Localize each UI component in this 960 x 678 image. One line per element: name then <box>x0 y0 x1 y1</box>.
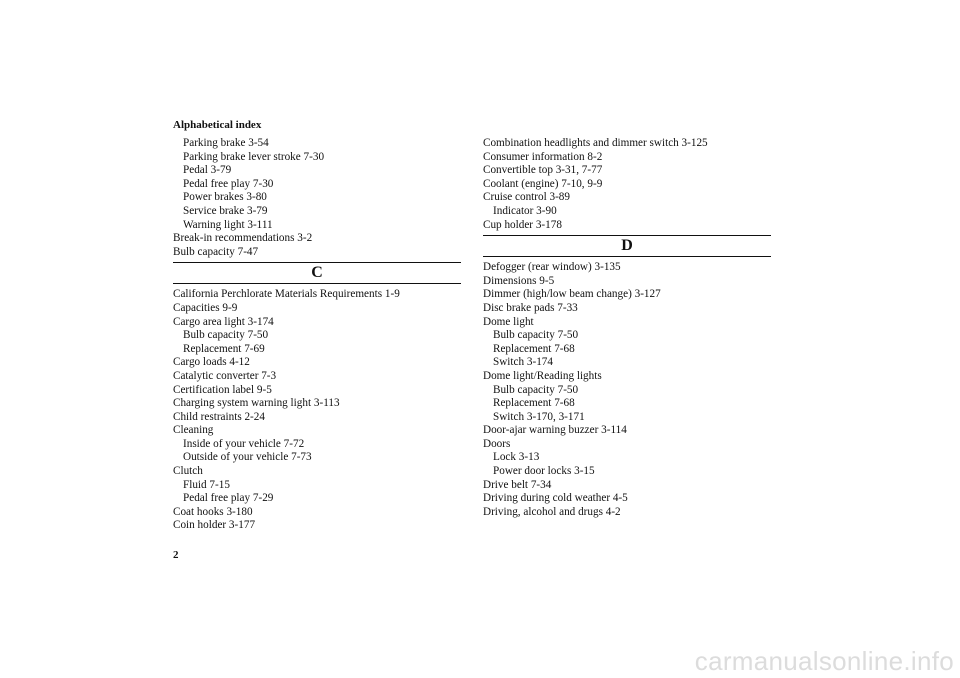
index-subentry: Parking brake 3-54 <box>183 137 269 149</box>
index-subentry: Replacement 7-68 <box>493 397 575 410</box>
index-entry: Disc brake pads 7-33 <box>483 301 578 314</box>
index-subentry: Bulb capacity 7-50 <box>493 383 579 396</box>
index-subentry: Outside of your vehicle 7-73 <box>183 451 312 464</box>
index-subentry: Replacement 7-69 <box>183 342 265 355</box>
index-subentry: Pedal free play 7-30 <box>183 177 274 190</box>
index-entry: Coin holder 3-177 <box>173 519 256 532</box>
index-subentry: Lock 3-13 <box>493 451 540 464</box>
index-entry: Driving, alcohol and drugs 4-2 <box>483 505 621 518</box>
index-subentry: Indicator 3-90 <box>493 204 557 217</box>
index-entry: California Perchlorate Materials Requirements 1-9 <box>173 288 400 301</box>
index-subentry: Fluid 7-15 <box>183 478 230 491</box>
index-entry: Dimensions 9-5 <box>483 274 555 287</box>
index-entry: Cup holder 3-178 <box>483 218 562 231</box>
index-entry: Drive belt 7-34 <box>483 478 552 491</box>
index-entry: Cargo loads 4-12 <box>173 356 250 369</box>
index-entry: Break-in recommendations 3-2 <box>173 232 313 245</box>
index-subentry: Power door locks 3-15 <box>493 465 595 478</box>
index-entry: Door-ajar warning buzzer 3-114 <box>483 424 627 437</box>
index-subentry: Service brake 3-79 <box>183 204 268 217</box>
index-entry: Dome light <box>483 315 534 328</box>
page-header: Alphabetical index <box>173 119 262 131</box>
index-column-right <box>483 137 771 519</box>
index-entry: Doors <box>483 437 511 450</box>
index-entry: Child restraints 2-24 <box>173 410 265 423</box>
index-subentry: Replacement 7-68 <box>493 342 575 355</box>
index-entry: Coat hooks 3-180 <box>173 505 253 518</box>
index-entry: Cargo area light 3-174 <box>173 315 274 328</box>
index-entry: Cruise control 3-89 <box>483 191 570 204</box>
section-letter-header: C <box>173 262 461 284</box>
index-entry: Cleaning <box>173 424 214 437</box>
index-column-left <box>173 137 461 533</box>
index-entry: Convertible top 3-31, 7-77 <box>483 164 603 177</box>
index-entry: Consumer information 8-2 <box>483 150 603 163</box>
index-subentry: Inside of your vehicle 7-72 <box>183 437 305 450</box>
index-subentry: Bulb capacity 7-50 <box>183 329 269 342</box>
index-subentry: Warning light 3-111 <box>183 218 273 231</box>
index-subentry: Pedal free play 7-29 <box>183 492 274 505</box>
index-subentry: Pedal 3-79 <box>183 164 232 177</box>
index-entry: Dimmer (high/low beam change) 3-127 <box>483 288 661 301</box>
index-entry: Clutch <box>173 465 203 478</box>
index-entry: Catalytic converter 7-3 <box>173 369 277 382</box>
index-entry: Charging system warning light 3-113 <box>173 397 340 410</box>
index-subentry: Bulb capacity 7-50 <box>493 329 579 342</box>
index-subentry: Power brakes 3-80 <box>183 191 267 204</box>
page-number: 2 <box>173 549 179 561</box>
index-subentry: Parking brake lever stroke 7-30 <box>183 150 325 163</box>
index-subentry: Switch 3-174 <box>493 356 553 369</box>
index-entry: Bulb capacity 7-47 <box>173 245 259 258</box>
index-entry: Dome light/Reading lights <box>483 369 602 382</box>
index-entry: Combination headlights and dimmer switch 3-125 <box>483 137 708 149</box>
index-entry: Certification label 9-5 <box>173 383 272 396</box>
watermark: carmanualsonline.info <box>694 646 954 676</box>
index-entry: Driving during cold weather 4-5 <box>483 492 628 505</box>
index-subentry: Switch 3-170, 3-171 <box>493 410 585 423</box>
index-entry: Capacities 9-9 <box>173 301 238 314</box>
section-letter-header: D <box>483 235 771 257</box>
index-entry: Coolant (engine) 7-10, 9-9 <box>483 177 603 190</box>
index-entry: Defogger (rear window) 3-135 <box>483 261 621 274</box>
